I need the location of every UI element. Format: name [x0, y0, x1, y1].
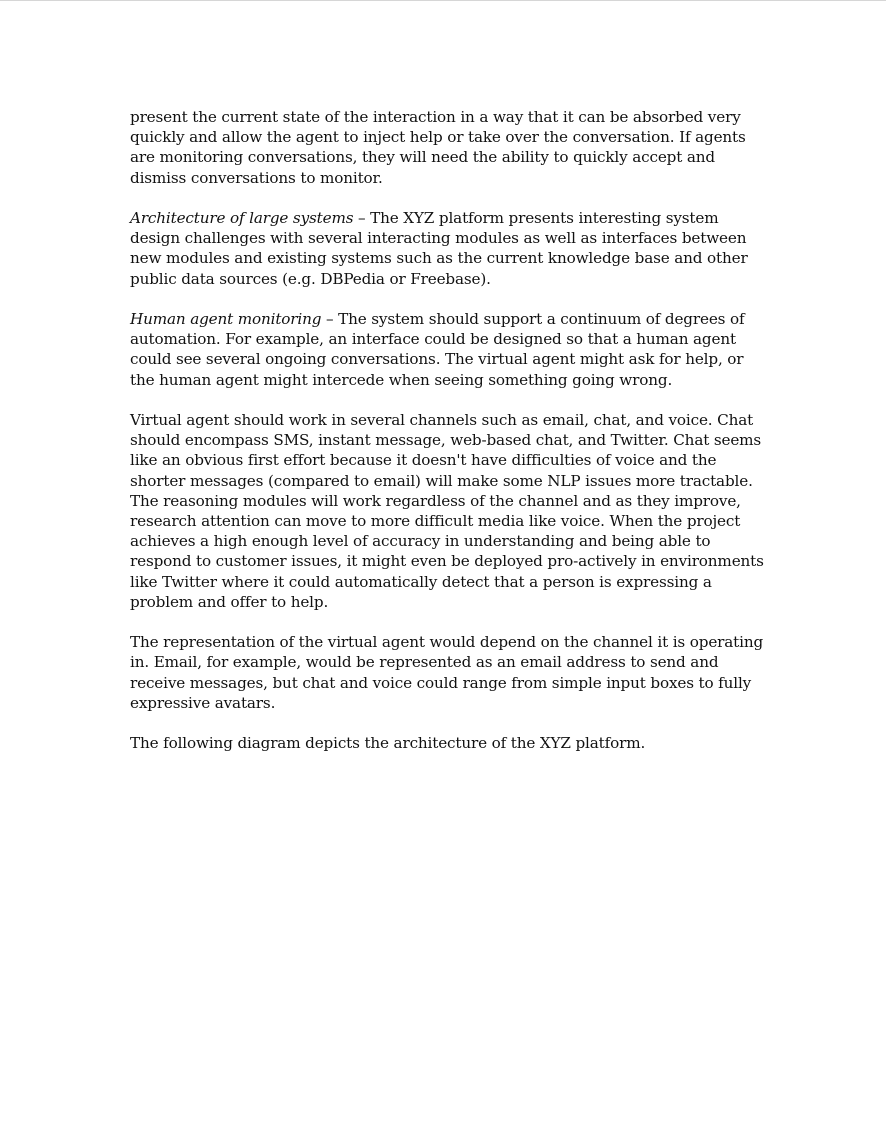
paragraph-text: present the current state of the interaction in a way that it can be absorbed very quickly and allow the agent to inject help or take over the conversation. If agents are monitoring conversations, they will need the ability to quickly accept and dismiss conversations to monitor. — [130, 108, 746, 187]
paragraph-text: Virtual agent should work in several channels such as email, chat, and voice. Chat should encompass SMS, instant message, web-based chat, and Twitter. Chat seems like an obvious first effort because it doesn't have difficulties of voice and the shorter messages (compared to email) will make some NLP issues more tractable. The reasoning modules will work regardless of the channel and as they improve, research attention can move to more difficult media like voice. When the project achieves a high enough level of accuracy in understanding and being able to respond to customer issues, it might even be deployed pro-actively in environments like Twitter where it could automatically detect that a person is expressing a problem and offer to help. — [130, 411, 764, 611]
paragraph-lead-architecture: Architecture of large systems — [130, 209, 354, 227]
paragraph-text: The representation of the virtual agent would depend on the channel it is operating in. Email, for example, would be represented as an email address to send and receive messages, but chat and voice could range from simple input boxes to fully expressive avatars. — [130, 633, 764, 712]
document-body — [130, 107, 766, 774]
paragraph-text: The following diagram depicts the architecture of the XYZ platform. — [130, 734, 646, 753]
paragraph-text: – The XYZ platform presents interesting system design challenges with several interacting modules as well as interfaces between new modules and existing systems such as the current knowledge base and other public data sources (e.g. DBPedia or Freebase). — [130, 209, 748, 288]
paragraph-representation — [130, 632, 766, 713]
paragraph-text: – The system should support a continuum of degrees of automation. For example, an interface could be designed so that a human agent could see several ongoing conversations. The virtual agent might ask for help, or the human agent might intercede when seeing something going wrong. — [130, 310, 745, 389]
paragraph-state-presentation — [130, 107, 766, 188]
paragraph-lead-human-agent: Human agent monitoring — [130, 310, 322, 328]
paragraph-diagram-intro — [130, 733, 766, 753]
paragraph-channels — [130, 410, 766, 612]
paragraph-architecture-large-systems — [130, 208, 766, 289]
paragraph-human-agent-monitoring — [130, 309, 766, 390]
